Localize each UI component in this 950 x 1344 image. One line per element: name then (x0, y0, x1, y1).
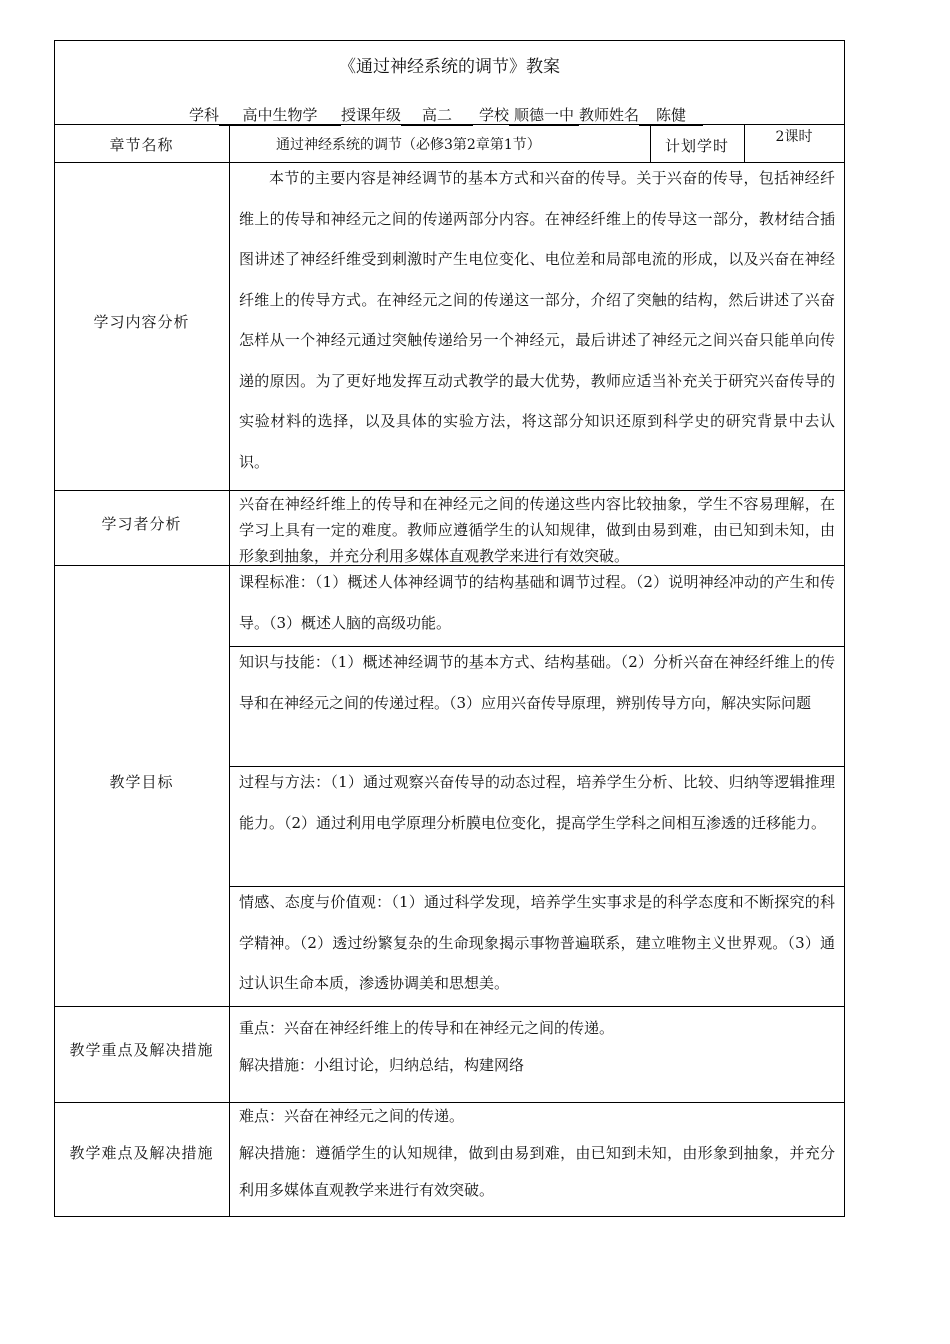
learner-analysis-label: 学习者分析 (101, 515, 182, 533)
school-label: 学校 (479, 106, 510, 124)
content-analysis-text: 本节的主要内容是神经调节的基本方式和兴奋的传导。关于兴奋的传导，包括神经纤维上的传导和神经元之间的传递两部分内容。在神经纤维上的传导这一部分，教材结合插图讲述了神经纤维受到刺激时产生电位变化、电位差和局部电流的形成，以及兴奋在神经纤维上的传导方式。在神经元之间的传递这一部分，介绍了突触的结构，然后讲述了兴奋怎样从一个神经元通过突触传递给另一个神经元，最后讲述了神经元之间兴奋只能单向传递的原因。为了更好地发挥互动式教学的最大优势，教师应适当补充关于研究兴奋传导的实验材料的选择，以及具体的实验方法，将这部分知识还原到科学史的研究背景中去认识。 (239, 169, 835, 471)
objective-standard-cell (239, 562, 835, 646)
document-title: 《通过神经系统的调节》教案 (339, 57, 560, 77)
objectives-label: 教学目标 (109, 773, 174, 791)
lesson-plan-table (54, 40, 845, 1217)
table-border-right (844, 40, 845, 1217)
content-analysis-label: 学习内容分析 (93, 313, 190, 331)
objective-knowledge-text: 知识与技能：（1）概述神经调节的基本方式、结构基础。（2）分析兴奋在神经纤维上的传导和在神经元之间的传递过程。（3）应用兴奋传导原理，辨别传导方向，解决实际问题 (239, 653, 835, 712)
difficult-points-cell (239, 1098, 835, 1216)
hours-label: 计划学时 (664, 137, 729, 155)
table-border-bottom (54, 1216, 845, 1217)
key-points-label: 教学重点及解决措施 (69, 1041, 214, 1059)
key-points-line1: 重点：兴奋在神经纤维上的传导和在神经元之间的传递。 (239, 1019, 615, 1037)
table-border-top (54, 40, 845, 41)
difficult-points-line2: 解决措施：遵循学生的认知规律，做到由易到难，由已知到未知，由形象到抽象，并充分利用多媒体直观教学来进行有效突破。 (239, 1144, 835, 1199)
school-value: 顺德一中 (509, 104, 579, 126)
key-points-line2: 解决措施：小组讨论，归纳总结，构建网络 (239, 1056, 525, 1074)
subject-value: 高中生物学 (219, 104, 341, 126)
col-divider (229, 124, 230, 1217)
objective-process-cell (239, 762, 835, 886)
teacher-label: 教师姓名 (579, 106, 640, 124)
grade-label: 授课年级 (341, 106, 402, 124)
row-divider (54, 1006, 845, 1007)
learner-analysis-cell (239, 491, 835, 565)
difficult-points-line1: 难点：兴奋在神经元之间的传递。 (239, 1107, 465, 1125)
objective-emotion-cell (239, 882, 835, 1006)
objective-knowledge-cell (239, 642, 835, 766)
header-info-line (189, 104, 703, 126)
subject-label: 学科 (189, 106, 220, 124)
learner-analysis-text: 兴奋在神经纤维上的传导和在神经元之间的传递这些内容比较抽象，学生不容易理解，在学习上具有一定的难度。教师应遵循学生的认知规律，做到由易到难，由已知到未知，由形象到抽象，并充分利用多媒体直观教学来进行有效突破。 (239, 495, 835, 565)
objective-emotion-text: 情感、态度与价值观：（1）通过科学发现，培养学生实事求是的科学态度和不断探究的科学精神。（2）透过纷繁复杂的生命现象揭示事物普遍联系，建立唯物主义世界观。（3）通过认识生命本质，渗透协调美和思想美。 (239, 893, 835, 992)
teacher-value: 陈健 (639, 104, 703, 126)
hours-value: 2课时 (775, 129, 813, 145)
key-points-cell (239, 1010, 835, 1102)
content-analysis-cell (239, 158, 835, 488)
chapter-value: 通过神经系统的调节（必修3第2章第1节） (276, 137, 541, 153)
difficult-points-label: 教学难点及解决措施 (69, 1144, 214, 1162)
objective-process-text: 过程与方法：（1）通过观察兴奋传导的动态过程，培养学生分析、比较、归纳等逻辑推理能力。（2）通过利用电学原理分析膜电位变化，提高学生学科之间相互渗透的迁移能力。 (239, 773, 835, 832)
grade-value: 高二 (401, 104, 473, 126)
chapter-label: 章节名称 (109, 136, 174, 154)
objective-standard-text: 课程标准：（1）概述人体神经调节的结构基础和调节过程。（2）说明神经冲动的产生和传导。（3）概述人脑的高级功能。 (239, 573, 835, 632)
